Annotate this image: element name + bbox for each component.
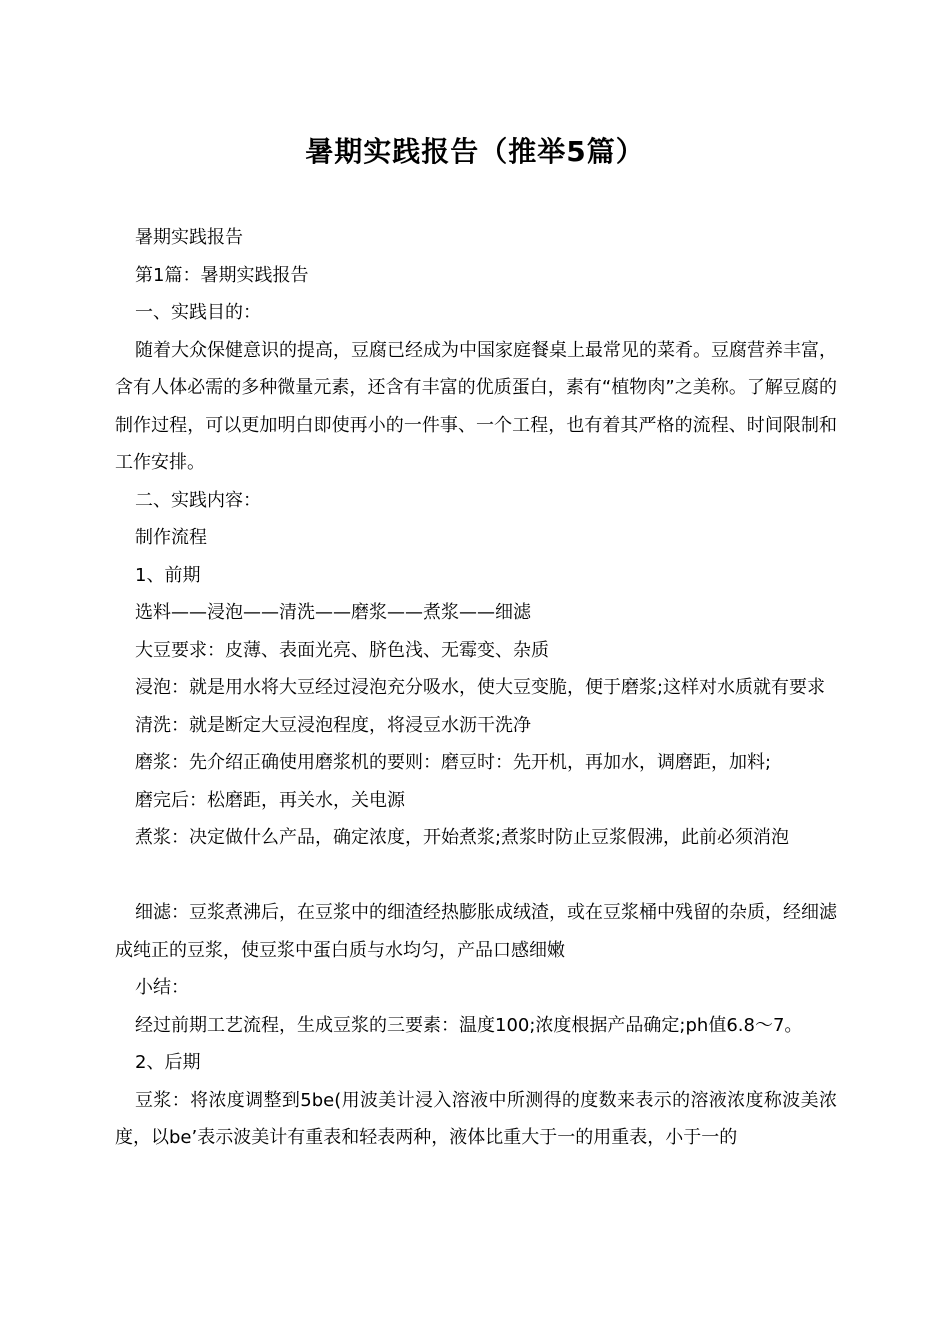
paragraph-soaking: 浸泡：就是用水将大豆经过浸泡充分吸水，使大豆变脆，便于磨浆;这样对水质就有要求 xyxy=(135,677,826,698)
paragraph-soymilk: 豆浆：将浓度调整到5be(用波美计浸入溶液中所测得的度数来表示的溶液浓度称波美浓度，以be’表示波美计有重表和轻表两种，液体比重大于一的用重表，小于一的 xyxy=(115,1089,837,1148)
paragraph-summary-heading: 小结： xyxy=(135,977,189,998)
paragraph-section-content: 二、实践内容： xyxy=(135,489,261,511)
paragraph-washing: 清洗：就是断定大豆浸泡程度，将浸豆水沥干洗净 xyxy=(135,714,531,736)
paragraph-after-grinding: 磨完后：松磨距，再关水，关电源 xyxy=(135,789,405,811)
paragraph-process-heading: 制作流程 xyxy=(135,527,207,548)
paragraph-early-stage: 1、前期 xyxy=(135,564,201,586)
paragraph-grinding: 磨浆：先介绍正确使用磨浆机的要则：磨豆时：先开机，再加水，调磨距，加料; xyxy=(135,752,772,773)
paragraph-soybean-requirements: 大豆要求：皮薄、表面光亮、脐色浅、无霉变、杂质 xyxy=(135,639,549,661)
paragraph-article-heading: 第1篇：暑期实践报告 xyxy=(135,264,309,286)
paragraph-report-label: 暑期实践报告 xyxy=(135,227,243,248)
paragraph-process-steps: 选料——浸泡——清洗——磨浆——煮浆——细滤 xyxy=(135,602,531,623)
document-title: 暑期实践报告（推举5篇） xyxy=(305,135,645,168)
paragraph-fine-filtering: 细滤：豆浆煮沸后，在豆浆中的细渣经热膨胀成绒渣，或在豆浆桶中残留的杂质，经细滤成纯正的豆浆，使豆浆中蛋白质与水均匀，产品口感细嫩 xyxy=(115,902,837,961)
paragraph-purpose-text: 随着大众保健意识的提高，豆腐已经成为中国家庭餐桌上最常见的菜肴。豆腐营养丰富，含有人体必需的多种微量元素，还含有丰富的优质蛋白，素有“植物肉”之美称。了解豆腐的制作过程，可以更加明白即使再小的一件事、一个工程，也有着其严格的流程、时间限制和工作安排。 xyxy=(115,339,837,473)
paragraph-boiling: 煮浆：决定做什么产品，确定浓度，开始煮浆;煮浆时防止豆浆假沸，此前必须消泡 xyxy=(135,827,790,848)
paragraph-section-purpose: 一、实践目的： xyxy=(135,302,261,323)
paragraph-summary-text: 经过前期工艺流程，生成豆浆的三要素：温度100;浓度根据产品确定;ph值6.8～7。 xyxy=(135,1014,803,1036)
paragraph-later-stage: 2、后期 xyxy=(135,1052,201,1073)
blank-line xyxy=(115,857,837,895)
document-body xyxy=(115,219,837,1157)
